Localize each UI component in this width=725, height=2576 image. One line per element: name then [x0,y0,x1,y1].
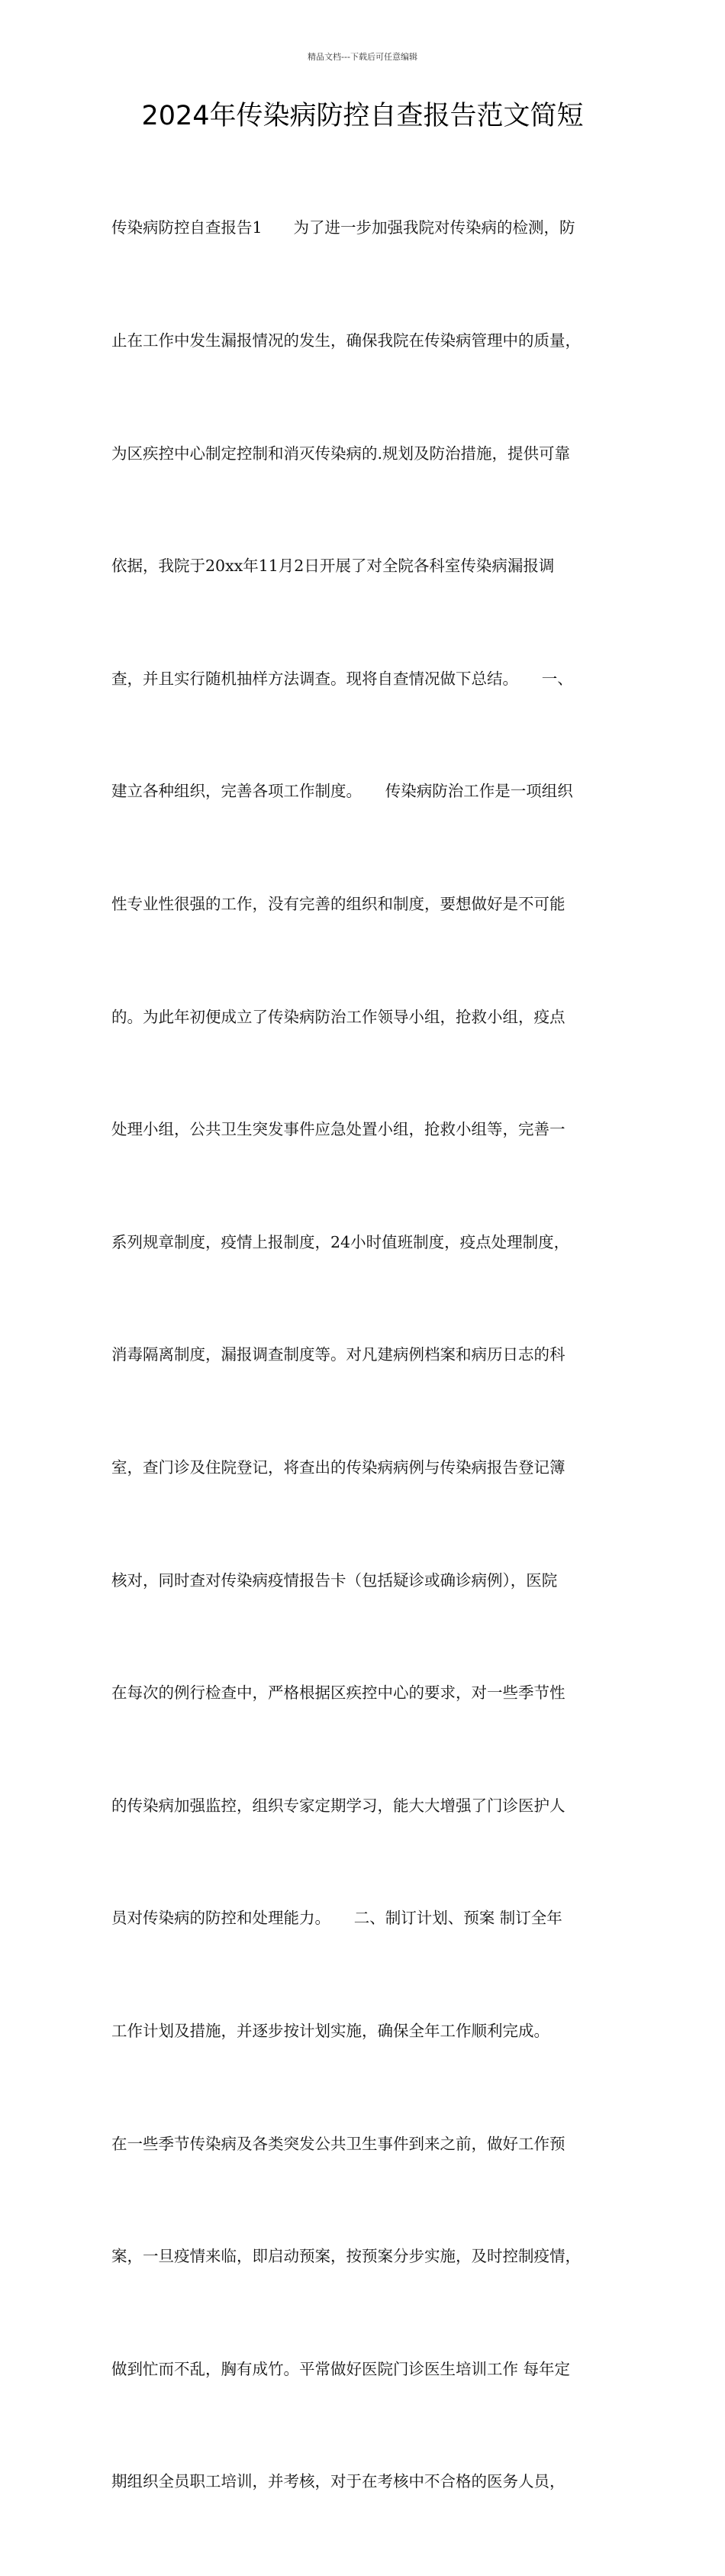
body-line: 处理小组，公共卫生突发事件应急处置小组，抢救小组等，完善一 [111,1120,566,1139]
body-line: 在每次的例行检查中，严格根据区疾控中心的要求，对一些季节性 [111,1683,566,1703]
body-line: 建立各种组织，完善各项工作制度。 传染病防治工作是一项组织 [111,782,573,801]
body-line: 室，查门诊及住院登记，将查出的传染病病例与传染病报告登记簿 [111,1457,566,1477]
body-line: 员对传染病的防控和处理能力。 二、制订计划、预案 制订全年 [111,1909,562,1928]
body-line: 在一些季节传染病及各类突发公共卫生事件到来之前，做好工作预 [111,2134,566,2153]
document-title: 2024年传染病防控自查报告范文简短 [141,101,584,131]
body-text [111,134,630,2576]
body-line: 止在工作中发生漏报情况的发生，确保我院在传染病管理中的质量， [111,331,581,350]
body-line: 核对，同时查对传染病疫情报告卡（包括疑诊或确诊病例），医院 [111,1570,558,1590]
body-line: 为区疾控中心制定控制和消灭传染病的.规划及防治措施，提供可靠 [111,444,571,463]
body-line: 期组织全员职工培训，并考核，对于在考核中不合格的医务人员， [111,2472,566,2491]
body-line: 查，并且实行随机抽样方法调查。现将自查情况做下总结。 一、 [111,669,573,688]
body-line: 的。为此年初便成立了传染病防治工作领导小组，抢救小组，疫点 [111,1007,566,1026]
body-line: 系列规章制度，疫情上报制度，24小时值班制度，疫点处理制度， [111,1232,570,1251]
body-line: 做到忙而不乱，胸有成竹。平常做好医院门诊医生培训工作 每年定 [111,2359,571,2378]
body-line: 依据，我院于20xx年11月2日开展了对全院各科室传染病漏报调 [111,557,555,576]
body-line: 传染病防控自查报告1 为了进一步加强我院对传染病的检测，防 [111,218,575,237]
body-line: 工作计划及措施，并逐步按计划实施，确保全年工作顺利完成。 [111,2021,549,2040]
body-line: 性专业性很强的工作，没有完善的组织和制度，要想做好是不可能 [111,894,566,913]
body-line: 消毒隔离制度，漏报调查制度等。对凡建病例档案和病历日志的科 [111,1345,566,1364]
body-line: 的传染病加强监控，组织专家定期学习，能大大增强了门诊医护人 [111,1796,566,1815]
body-line: 案，一旦疫情来临，即启动预案，按预案分步实施，及时控制疫情， [111,2247,581,2266]
header-note: 精品文档---下载后可任意编辑 [308,52,417,62]
